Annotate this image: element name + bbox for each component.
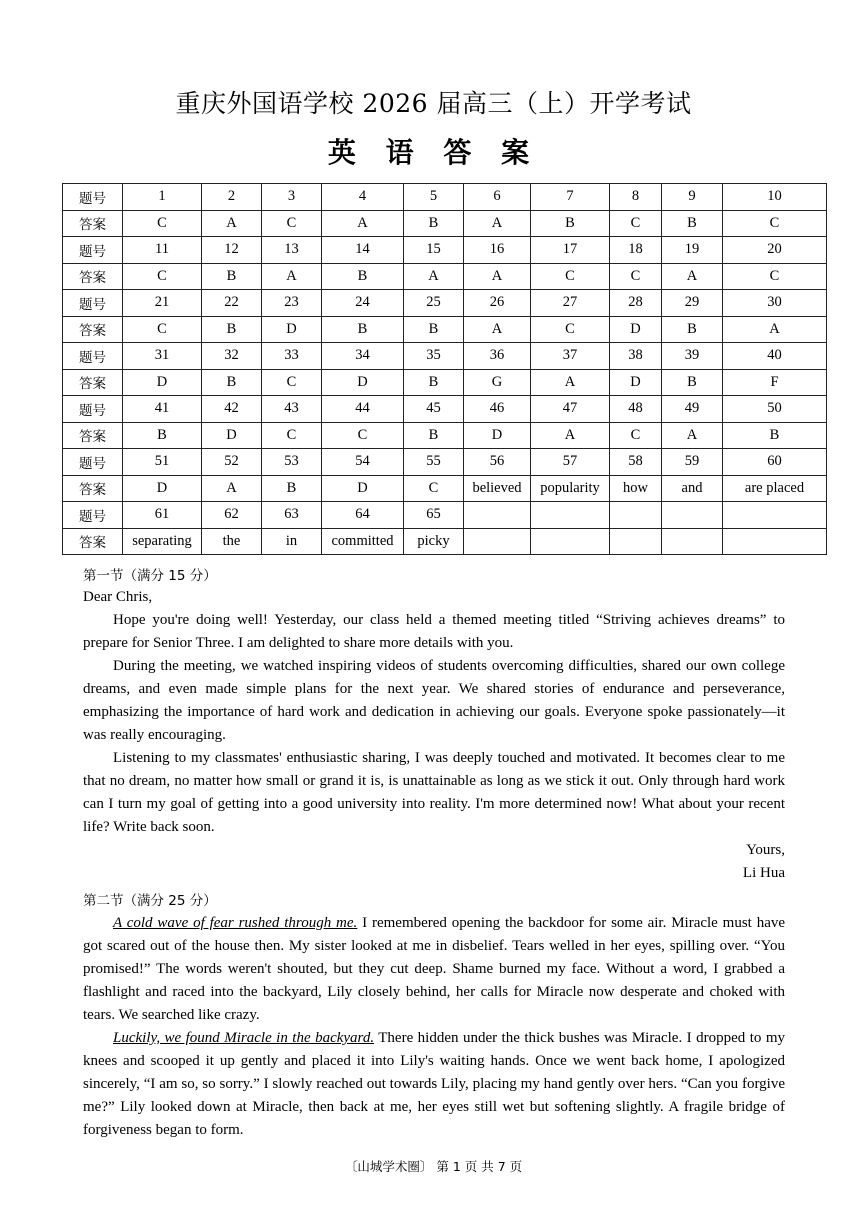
- answer-label: 答案: [63, 369, 123, 396]
- question-number-cell: 6: [464, 184, 531, 211]
- answer-cell: A: [464, 210, 531, 237]
- section-2-story: [83, 912, 785, 1142]
- answer-cell: A: [262, 263, 322, 290]
- answer-cell: B: [202, 263, 262, 290]
- answer-cell: separating: [123, 528, 202, 555]
- question-number-cell: [531, 502, 610, 529]
- question-number-row: [63, 502, 827, 529]
- question-number-cell: 7: [531, 184, 610, 211]
- question-number-cell: 48: [610, 396, 662, 423]
- question-number-cell: 17: [531, 237, 610, 264]
- answer-cell: B: [262, 475, 322, 502]
- answer-cell: D: [322, 369, 404, 396]
- answer-cell: C: [531, 263, 610, 290]
- answer-label: 答案: [63, 210, 123, 237]
- question-number-label: 题号: [63, 343, 123, 370]
- answer-cell: [723, 528, 827, 555]
- question-number-cell: 14: [322, 237, 404, 264]
- answer-cell: C: [123, 316, 202, 343]
- answer-cell: are placed: [723, 475, 827, 502]
- answer-cell: believed: [464, 475, 531, 502]
- question-number-cell: 52: [202, 449, 262, 476]
- question-number-cell: 59: [662, 449, 723, 476]
- question-number-label: 题号: [63, 290, 123, 317]
- question-number-label: 题号: [63, 396, 123, 423]
- question-number-cell: 1: [123, 184, 202, 211]
- question-number-cell: 53: [262, 449, 322, 476]
- answer-cell: the: [202, 528, 262, 555]
- question-number-row: [63, 343, 827, 370]
- question-number-label: 题号: [63, 184, 123, 211]
- question-number-cell: 12: [202, 237, 262, 264]
- question-number-cell: 32: [202, 343, 262, 370]
- answer-label: 答案: [63, 475, 123, 502]
- question-number-cell: 24: [322, 290, 404, 317]
- answer-cell: [531, 528, 610, 555]
- question-number-cell: 58: [610, 449, 662, 476]
- question-number-row: [63, 396, 827, 423]
- answer-cell: B: [202, 369, 262, 396]
- letter-paragraph-2: During the meeting, we watched inspiring videos of students overcoming difficulties, shared our own college dreams, and even made simple plans for the next year. We shared stories of endurance and perseverance, emphasizing the importance of hard work and dedication in achieving our goals. Everyone spoke passionately—it was really encouraging.: [83, 658, 785, 743]
- question-number-cell: 4: [322, 184, 404, 211]
- section-1-heading: 第一节（满分 15 分）: [83, 568, 217, 584]
- answer-row: [63, 475, 827, 502]
- answer-cell: A: [531, 369, 610, 396]
- question-number-cell: 62: [202, 502, 262, 529]
- question-number-cell: 3: [262, 184, 322, 211]
- answer-row: [63, 369, 827, 396]
- question-number-cell: 11: [123, 237, 202, 264]
- answer-row: [63, 263, 827, 290]
- answer-cell: F: [723, 369, 827, 396]
- answer-cell: B: [662, 369, 723, 396]
- answer-cell: D: [123, 475, 202, 502]
- question-number-cell: 33: [262, 343, 322, 370]
- answer-cell: C: [262, 422, 322, 449]
- answer-cell: C: [123, 210, 202, 237]
- question-number-cell: 54: [322, 449, 404, 476]
- question-number-cell: 65: [404, 502, 464, 529]
- question-number-cell: 25: [404, 290, 464, 317]
- question-number-cell: 13: [262, 237, 322, 264]
- answer-cell: B: [662, 210, 723, 237]
- answer-cell: picky: [404, 528, 464, 555]
- answer-cell: B: [202, 316, 262, 343]
- answer-cell: A: [404, 263, 464, 290]
- answer-cell: A: [202, 210, 262, 237]
- answer-cell: B: [404, 422, 464, 449]
- answer-cell: in: [262, 528, 322, 555]
- question-number-cell: 44: [322, 396, 404, 423]
- question-number-row: [63, 449, 827, 476]
- question-number-cell: 63: [262, 502, 322, 529]
- question-number-cell: 2: [202, 184, 262, 211]
- answer-cell: D: [610, 369, 662, 396]
- answer-label: 答案: [63, 528, 123, 555]
- question-number-cell: 5: [404, 184, 464, 211]
- question-number-row: [63, 237, 827, 264]
- section-1-letter: [83, 586, 785, 885]
- answer-cell: C: [404, 475, 464, 502]
- answer-cell: committed: [322, 528, 404, 555]
- question-number-cell: 36: [464, 343, 531, 370]
- page-footer: 〔山城学术圈〕 第 1 页 共 7 页: [344, 1159, 523, 1174]
- answer-cell: B: [723, 422, 827, 449]
- answer-cell: C: [610, 210, 662, 237]
- answer-cell: B: [662, 316, 723, 343]
- question-number-cell: 45: [404, 396, 464, 423]
- story-paragraph-2: [83, 1027, 785, 1142]
- answer-cell: C: [262, 210, 322, 237]
- answer-label: 答案: [63, 316, 123, 343]
- answer-cell: C: [723, 210, 827, 237]
- question-number-cell: 27: [531, 290, 610, 317]
- question-number-row: [63, 184, 827, 211]
- story-paragraph-2-lead: Luckily, we found Miracle in the backyard.: [113, 1030, 375, 1046]
- answer-cell: C: [723, 263, 827, 290]
- section-2-heading: 第二节（满分 25 分）: [83, 893, 217, 909]
- question-number-cell: 26: [464, 290, 531, 317]
- question-number-cell: 40: [723, 343, 827, 370]
- answer-cell: B: [404, 210, 464, 237]
- question-number-cell: 42: [202, 396, 262, 423]
- question-number-cell: 23: [262, 290, 322, 317]
- question-number-row: [63, 290, 827, 317]
- answer-cell: C: [610, 422, 662, 449]
- question-number-label: 题号: [63, 449, 123, 476]
- question-number-cell: 38: [610, 343, 662, 370]
- exam-title: 重庆外国语学校 2026 届高三（上）开学考试: [175, 89, 692, 118]
- answer-cell: C: [322, 422, 404, 449]
- answer-cell: [662, 528, 723, 555]
- answer-cell: A: [322, 210, 404, 237]
- question-number-label: 题号: [63, 502, 123, 529]
- question-number-cell: 21: [123, 290, 202, 317]
- question-number-cell: 50: [723, 396, 827, 423]
- answer-cell: D: [464, 422, 531, 449]
- story-paragraph-1: [83, 912, 785, 1027]
- answer-cell: how: [610, 475, 662, 502]
- story-paragraph-2-text: There hidden under the thick bushes was Miracle. I dropped to my knees and scooped it up gently and placed it into Lily's waiting hands. Once we went back home, I apologized sincerely, “I am so, so sorry.” I slowly reached out towards Lily, placing my hand gently over hers. “Can you forgive me?” Lily looked down at Miracle, then back at me, her eyes still wet but softening slightly. A fragile bridge of forgiveness began to form.: [83, 1030, 785, 1138]
- story-paragraph-1-text: I remembered opening the backdoor for some air. Miracle must have got scared out of the house then. My sister looked at me in disbelief. Tears welled in her eyes, spilling over. “You promised!” The words weren't shouted, but they cut deep. Shame burned my face. Without a word, I grabbed a flashlight and raced into the backyard, Lily closely behind, her calls for Miracle now desperate and choked with tears. We searched like crazy.: [83, 915, 786, 1023]
- question-number-cell: 9: [662, 184, 723, 211]
- answer-cell: B: [322, 316, 404, 343]
- answer-cell: A: [531, 422, 610, 449]
- answer-cell: [464, 528, 531, 555]
- question-number-cell: 20: [723, 237, 827, 264]
- answer-cell: C: [123, 263, 202, 290]
- answer-label: 答案: [63, 263, 123, 290]
- question-number-cell: 47: [531, 396, 610, 423]
- answer-cell: C: [610, 263, 662, 290]
- answer-cell: B: [404, 316, 464, 343]
- answer-table: [62, 183, 827, 555]
- letter-signature: Li Hua: [742, 865, 785, 881]
- answer-cell: D: [123, 369, 202, 396]
- question-number-cell: 57: [531, 449, 610, 476]
- answer-row: [63, 528, 827, 555]
- story-paragraph-1-lead: A cold wave of fear rushed through me.: [113, 915, 358, 931]
- answer-cell: D: [322, 475, 404, 502]
- question-number-cell: 51: [123, 449, 202, 476]
- letter-greeting: Dear Chris,: [83, 589, 153, 605]
- question-number-cell: [610, 502, 662, 529]
- question-number-cell: 60: [723, 449, 827, 476]
- question-number-cell: 49: [662, 396, 723, 423]
- question-number-cell: 41: [123, 396, 202, 423]
- answer-cell: D: [202, 422, 262, 449]
- question-number-cell: 16: [464, 237, 531, 264]
- answer-cell: popularity: [531, 475, 610, 502]
- question-number-cell: 15: [404, 237, 464, 264]
- question-number-cell: 19: [662, 237, 723, 264]
- question-number-cell: 56: [464, 449, 531, 476]
- question-number-cell: 30: [723, 290, 827, 317]
- question-number-cell: 39: [662, 343, 723, 370]
- answer-label: 答案: [63, 422, 123, 449]
- answer-cell: C: [262, 369, 322, 396]
- answer-cell: B: [404, 369, 464, 396]
- answer-cell: A: [464, 263, 531, 290]
- answer-cell: [610, 528, 662, 555]
- question-number-cell: [662, 502, 723, 529]
- question-number-cell: 31: [123, 343, 202, 370]
- answer-cell: B: [322, 263, 404, 290]
- question-number-cell: 61: [123, 502, 202, 529]
- answer-cell: A: [464, 316, 531, 343]
- question-number-cell: 55: [404, 449, 464, 476]
- answer-cell: A: [202, 475, 262, 502]
- question-number-cell: 29: [662, 290, 723, 317]
- answer-cell: and: [662, 475, 723, 502]
- question-number-cell: 22: [202, 290, 262, 317]
- answer-row: [63, 210, 827, 237]
- question-number-label: 题号: [63, 237, 123, 264]
- question-number-cell: 28: [610, 290, 662, 317]
- question-number-cell: 43: [262, 396, 322, 423]
- answer-cell: C: [531, 316, 610, 343]
- answer-cell: A: [662, 422, 723, 449]
- letter-paragraph-3: Listening to my classmates' enthusiastic sharing, I was deeply touched and motivated. It becomes clear to me that no dream, no matter how small or grand it is, is unattainable as long as we stick it out. Only through hard work can I turn my goal of getting into a good university into reality. I'm more determined now! What about your recent life? Write back soon.: [83, 750, 785, 835]
- answer-cell: B: [123, 422, 202, 449]
- question-number-cell: 46: [464, 396, 531, 423]
- letter-paragraph-1: Hope you're doing well! Yesterday, our class held a themed meeting titled “Striving achieves dreams” to prepare for Senior Three. I am delighted to share more details with you.: [83, 612, 785, 651]
- answer-cell: B: [531, 210, 610, 237]
- answer-cell: A: [723, 316, 827, 343]
- question-number-cell: [464, 502, 531, 529]
- letter-closing: Yours,: [746, 842, 785, 858]
- question-number-cell: 10: [723, 184, 827, 211]
- question-number-cell: 18: [610, 237, 662, 264]
- answer-cell: D: [610, 316, 662, 343]
- question-number-cell: 35: [404, 343, 464, 370]
- question-number-cell: 37: [531, 343, 610, 370]
- answer-cell: A: [662, 263, 723, 290]
- answer-cell: G: [464, 369, 531, 396]
- answer-cell: D: [262, 316, 322, 343]
- answer-row: [63, 316, 827, 343]
- question-number-cell: 34: [322, 343, 404, 370]
- question-number-cell: 64: [322, 502, 404, 529]
- question-number-cell: [723, 502, 827, 529]
- answer-row: [63, 422, 827, 449]
- answer-key-heading: 英 语 答 案: [327, 136, 540, 169]
- question-number-cell: 8: [610, 184, 662, 211]
